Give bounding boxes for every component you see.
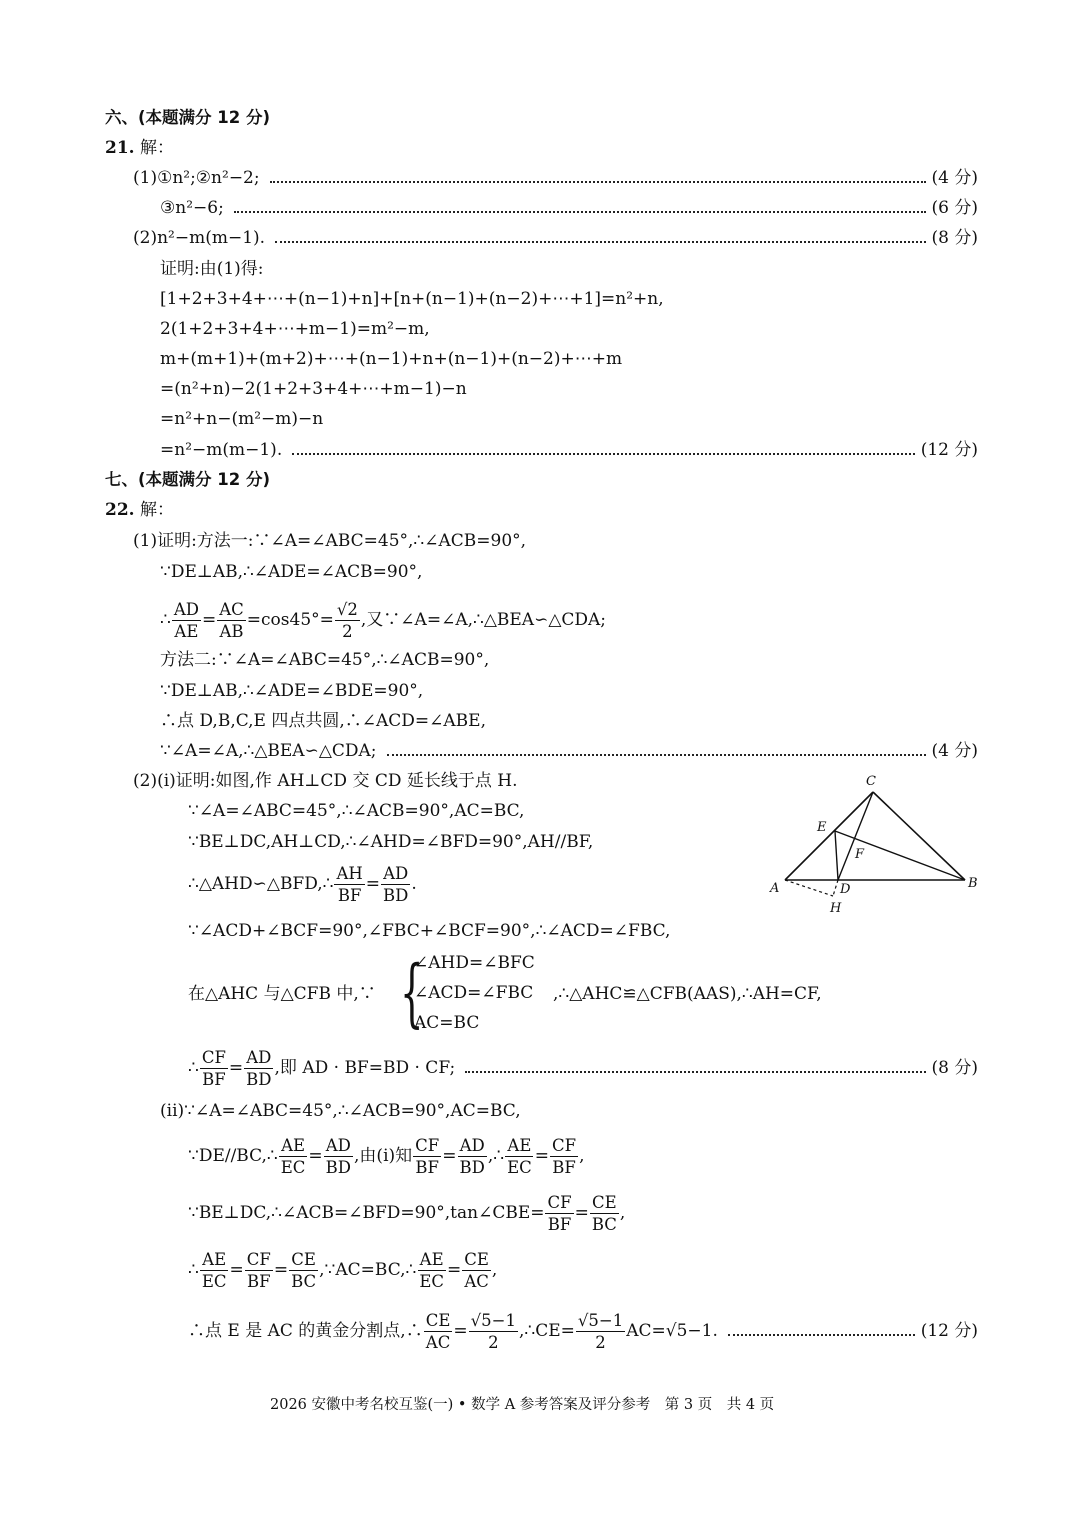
fraction [505,1135,534,1178]
fraction [200,1047,228,1090]
denominator: 2 [342,622,353,641]
segment-DH-dashed [833,880,838,896]
point-label-F: F [855,847,865,862]
numerator: CF [246,1250,271,1269]
equation-line: [1+2+3+4+⋯+(n−1)+n]+[n+(n−1)+(n−2)+⋯+1]=n²+n, [160,289,664,309]
system-row: ∠ACD=∠FBC [414,983,534,1003]
system-intro: 在△AHC 与△CFB 中,∵ [188,984,376,1004]
numerator: AE [202,1250,227,1269]
segment-DE [835,831,838,880]
equals: = [308,1146,323,1166]
solution-word: 解： [139,138,174,158]
expression: . [411,874,417,894]
equation-system [414,948,535,1038]
left-brace: { [400,950,424,1036]
expression: , [579,1146,585,1166]
denominator: BD [246,1069,272,1089]
equals: = [229,1260,244,1280]
score-label: (6 分) [931,198,978,218]
numerator: CF [547,1193,572,1212]
question-number: 21. [105,138,135,158]
therefore-symbol: ∴ [160,610,171,630]
page-footer: 2026 安徽中考名校互鉴(一) • 数学 A 参考答案及评分参考 第 3 页 共 4 页 [270,1397,775,1413]
section-6-title: 六、(本题满分 12 分) [105,108,271,127]
numerator: AD [383,864,409,883]
denominator: AB [219,622,244,641]
numerator: √2 [336,600,358,619]
fraction [200,1249,229,1292]
proof-line: 方法二:∵∠A=∠ABC=45°,∴∠ACB=90°, [160,650,490,670]
segment-AC [785,792,873,880]
proof-line-fraction [160,596,606,644]
denominator: 2 [488,1332,499,1352]
fraction [245,1249,273,1292]
expression: ,∴CE= [518,1321,575,1341]
answer-line [188,1307,978,1355]
equation-line: =(n²+n)−2(1+2+3+4+⋯+m−1)−n [160,379,467,399]
numerator: AE [507,1136,532,1155]
denominator: EC [280,1158,306,1177]
equals: = [442,1146,457,1166]
numerator: CE [592,1193,617,1212]
point-label-C: C [866,774,876,789]
numerator: AD [173,600,199,619]
denominator: EC [201,1272,227,1291]
therefore-symbol: ∴ [188,1058,199,1078]
leader-dots [234,211,926,213]
denominator: BF [202,1069,226,1089]
point-label-E: E [817,820,827,835]
therefore-symbol: ∴ [188,1260,199,1280]
denominator: BF [552,1158,576,1177]
proof-line: ∵DE⊥AB,∴∠ADE=∠BDE=90°, [160,681,424,701]
fraction [334,863,364,906]
question-22-heading [105,498,174,522]
denominator: BF [415,1158,439,1177]
point-label-A: A [770,881,780,896]
proof-line: ∵∠ACD+∠BCF=90°,∠FBC+∠BCF=90°,∴∠ACD=∠FBC, [188,921,671,941]
proof-line: ∵∠A=∠ABC=45°,∴∠ACB=90°,AC=BC, [188,801,525,821]
expression: ∵BE⊥DC,∴∠ACB=∠BFD=90°,tan∠CBE= [188,1203,545,1223]
score-label: (8 分) [931,1058,978,1078]
fraction [413,1135,441,1178]
fraction [590,1192,619,1235]
proof-intro: 证明:由(1)得: [160,259,264,279]
denominator: BF [247,1272,271,1291]
answer-line [188,1044,978,1092]
denominator: AE [174,622,199,641]
equals: = [453,1321,468,1341]
leader-dots [728,1334,915,1336]
fraction [462,1249,491,1292]
expression: ,又∵∠A=∠A,∴△BEA∽△CDA; [360,610,607,630]
fraction [172,599,201,642]
system-row: ∠AHD=∠BFC [414,953,535,973]
expression: ,即 AD · BF=BD · CF; [274,1058,456,1078]
expression: ,∵AC=BC,∴ [319,1260,417,1280]
fraction [335,599,360,642]
fraction [217,599,246,642]
fraction [381,863,410,906]
equation-line: m+(m+1)+(m+2)+⋯+(n−1)+n+(n−1)+(n−2)+⋯+m [160,349,623,369]
denominator: EC [507,1158,532,1177]
system-conclusion: ,∴△AHC≌△CFB(AAS),∴AH=CF, [553,984,822,1004]
numerator: CF [201,1047,226,1067]
proof-line: ∵DE⊥AB,∴∠ADE=∠ACB=90°, [160,562,423,582]
fraction [550,1135,578,1178]
answer-text: ③n²−6; [160,198,224,218]
score-label: (12 分) [920,440,978,460]
leader-dots [292,453,914,455]
expression: ∴点 E 是 AC 的黄金分割点,∴ [188,1321,423,1341]
proof-line: (1)证明:方法一:∵∠A=∠ABC=45°,∴∠ACB=90°, [133,531,527,551]
equals: = [201,610,217,630]
numerator: CF [415,1136,440,1155]
point-label-B: B [968,876,978,891]
numerator: CF [551,1136,577,1155]
equals: = [447,1260,462,1280]
equation-line: =n²+n−(m²−m)−n [160,409,324,429]
answer-text: ∵∠A=∠A,∴△BEA∽△CDA; [160,741,377,761]
numerator: CE [464,1250,489,1269]
proof-line: ∴点 D,B,C,E 四点共圆,∴∠ACD=∠ABE, [160,711,486,731]
proof-line-fraction [188,1189,625,1237]
expression: , [491,1260,498,1280]
numerator: AC [219,600,244,619]
question-21-heading [105,136,174,160]
answer-line [133,226,978,250]
numerator: CE [291,1250,316,1269]
fraction [324,1135,353,1178]
answer-text: =n²−m(m−1). [160,440,283,460]
fraction [457,1135,486,1178]
leader-dots [270,181,926,183]
denominator: 2 [595,1332,606,1352]
numerator: AD [325,1136,351,1155]
expression: ,由(i)知 [354,1146,413,1166]
segment-CB [873,792,965,880]
expression: ,∴ [487,1146,505,1166]
denominator: BD [459,1158,485,1177]
fraction [417,1249,446,1292]
score-label: (4 分) [931,168,978,188]
denominator: BD [383,886,409,905]
equals: = [534,1146,549,1166]
fraction [289,1249,318,1292]
question-number: 22. [105,500,135,520]
equals: = [365,874,381,894]
answer-line [160,739,978,763]
leader-dots [465,1071,925,1073]
denominator: EC [419,1272,444,1291]
proof-line-fraction [188,1132,584,1180]
fraction [469,1310,518,1353]
equals: = [273,1260,289,1280]
score-label: (4 分) [931,741,978,761]
equals: = [228,1058,244,1078]
fraction [424,1310,453,1353]
numerator: AH [336,864,363,883]
answer-line [160,438,978,462]
numerator: AE [281,1136,306,1155]
answer-text: (1)①n²;②n²−2; [133,168,260,188]
section-7-title: 七、(本题满分 12 分) [105,470,271,489]
answer-line [133,166,978,190]
denominator: BD [325,1158,352,1177]
answer-text: (2)n²−m(m−1). [133,228,266,248]
expression: ∵DE//BC,∴ [188,1146,278,1166]
leader-dots [275,241,925,243]
proof-line-fraction [188,1246,497,1294]
expression: AC=√5−1. [626,1321,718,1341]
point-label-H: H [830,901,842,916]
denominator: BF [547,1215,572,1234]
denominator: BF [337,886,362,905]
numerator: CE [425,1310,451,1330]
fraction [576,1310,625,1353]
fraction [279,1135,308,1178]
answer-line [160,196,978,220]
numerator: √5−1 [577,1310,624,1330]
triangle-figure [760,768,985,923]
fraction [545,1192,573,1235]
proof-line: (2)(i)证明:如图,作 AH⊥CD 交 CD 延长线于点 H. [133,771,518,791]
numerator: √5−1 [470,1310,516,1330]
point-label-D: D [840,882,851,897]
denominator: AC [425,1332,451,1352]
expression: , [619,1203,626,1223]
segment-AH-dashed [785,880,833,896]
fraction [244,1047,273,1090]
denominator: BC [591,1215,617,1234]
score-label: (8 分) [931,228,978,248]
score-label: (12 分) [920,1321,978,1341]
system-row: AC=BC [414,1013,480,1033]
segment-CD [838,792,873,880]
equals: = [574,1203,589,1223]
leader-dots [387,754,926,756]
numerator: AE [419,1250,444,1269]
numerator: AD [459,1136,485,1155]
denominator: AC [464,1272,489,1291]
expression: =cos45°= [246,610,334,630]
proof-line: ∵BE⊥DC,AH⊥CD,∴∠AHD=∠BFD=90°,AH//BF, [188,832,594,852]
proof-line: (ii)∵∠A=∠ABC=45°,∴∠ACB=90°,AC=BC, [160,1101,521,1121]
solution-word: 解： [139,500,174,520]
denominator: BC [291,1272,317,1291]
numerator: AD [246,1047,272,1067]
equation-line: 2(1+2+3+4+⋯+m−1)=m²−m, [160,319,430,339]
proof-line-fraction [188,860,417,908]
expression: ∴△AHD∽△BFD,∴ [188,874,334,894]
